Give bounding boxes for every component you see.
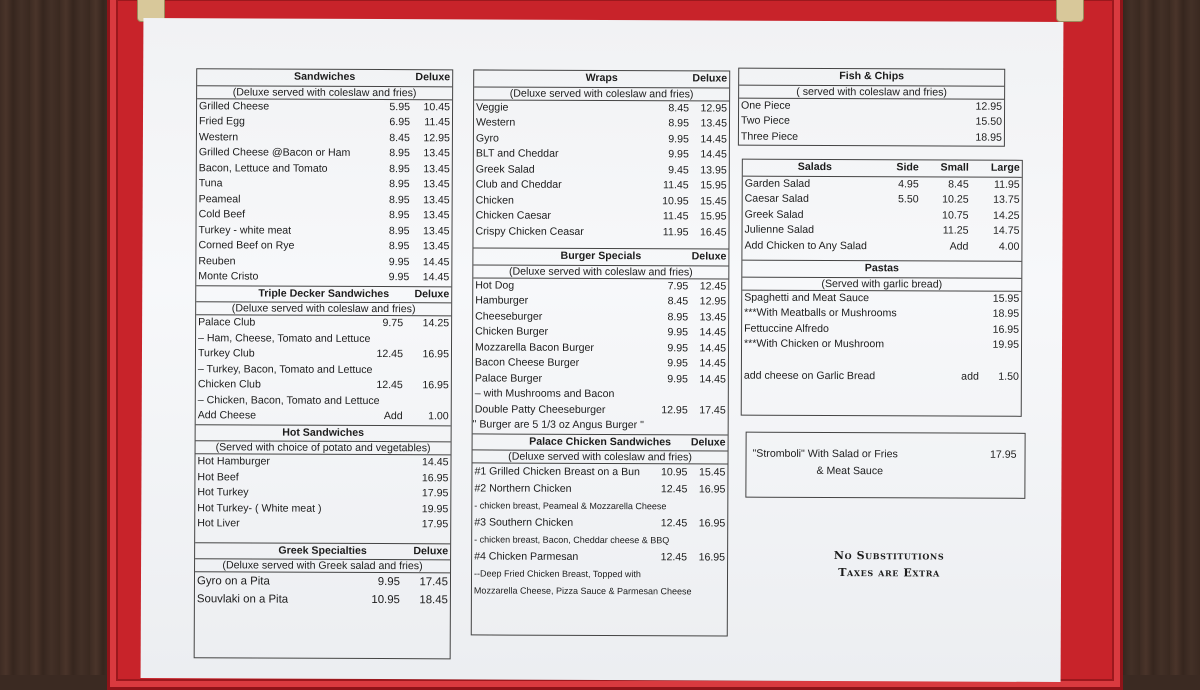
pasta-row: [742, 289, 1021, 307]
item-deluxe-price: 10.45: [423, 100, 451, 113]
section-wraps: [472, 70, 729, 600]
fish-row: [739, 114, 1004, 131]
item-price: 9.95: [667, 357, 688, 370]
item-price: Add: [949, 240, 969, 253]
item-name: Tuna: [198, 177, 223, 190]
item-deluxe-price: 14.45: [422, 255, 450, 268]
hot-row: [195, 453, 450, 471]
item-deluxe-price: 17.45: [419, 576, 449, 589]
item-deluxe-price: 14.45: [700, 132, 727, 146]
salad-row: [743, 175, 1022, 193]
sandwich-row: [196, 223, 451, 240]
item-price: 9.95: [668, 132, 689, 145]
item-deluxe-price: 13.45: [422, 240, 450, 253]
item-deluxe-price: 14.45: [699, 372, 726, 386]
item-name: Two Piece: [740, 114, 790, 127]
item-name: ***With Meatballs or Mushrooms: [744, 306, 897, 320]
wrap-row: [474, 131, 729, 148]
salad-row: [742, 223, 1021, 240]
garlic-cheese-row: [742, 368, 1021, 385]
salad-row: [743, 207, 1022, 224]
item-name: Greek Salad: [475, 162, 535, 176]
item-price: 8.45: [389, 131, 410, 144]
triple-row: [196, 314, 451, 332]
deluxe-heading: Deluxe: [413, 544, 449, 557]
item-price: 12.45: [660, 551, 688, 564]
item-name: Hot Turkey: [197, 486, 249, 499]
item-price: 14.25: [993, 209, 1020, 222]
spacer: [742, 352, 1021, 369]
section-header-burgers: [473, 247, 728, 265]
burger-row: [473, 309, 728, 326]
section-title-greek: Greek Specialties: [278, 544, 367, 557]
item-name: --Deep Fried Chicken Breast, Topped with: [474, 568, 641, 580]
item-name: Grilled Cheese @Bacon or Ham: [198, 146, 351, 159]
item-name: #3 Southern Chicken: [474, 516, 574, 529]
item-deluxe-price: 15.45: [700, 194, 727, 208]
section-note-greek: (Deluxe served with Greek salad and fries): [195, 558, 450, 572]
item-price: Add: [383, 410, 403, 423]
item-price: 8.95: [388, 209, 410, 222]
sandwich-row: [197, 192, 452, 209]
item-deluxe-price: 1.00: [428, 410, 449, 423]
burger-row: [473, 324, 728, 341]
item-deluxe-price: 16.95: [698, 517, 726, 530]
item-price: 14.75: [992, 224, 1020, 237]
item-deluxe-price: 15.95: [700, 179, 727, 192]
item-name: – with Mushrooms and Bacon: [474, 387, 615, 401]
sandwich-row: [197, 161, 452, 178]
section-header-salads: [743, 160, 1022, 177]
item-name: #1 Grilled Chicken Breast on a Bun: [474, 465, 640, 479]
item-name: Hot Dog: [475, 278, 515, 292]
item-name: Veggie: [476, 100, 509, 114]
deluxe-heading: Deluxe: [691, 250, 727, 263]
item-price: 10.25: [942, 193, 969, 206]
triple-row: [196, 346, 451, 363]
chicken-row: [472, 514, 727, 532]
section-header-chicken: [473, 433, 728, 451]
item-price: 5.95: [389, 100, 411, 113]
item-price: 10.75: [942, 208, 969, 222]
section-sandwiches: [195, 69, 452, 609]
section-title-sandwiches: Sandwiches: [294, 70, 356, 83]
item-deluxe-price: 19.95: [421, 502, 449, 515]
item-name: Souvlaki on a Pita: [196, 593, 289, 606]
menu-sheet: [141, 18, 1064, 682]
item-name: Peameal: [198, 192, 241, 205]
item-name: Hot Turkey- ( White meat ): [197, 501, 322, 515]
item-price: 1.50: [998, 370, 1019, 383]
section-title-hot: Hot Sandwiches: [282, 426, 365, 439]
salad-row: [742, 238, 1021, 255]
item-price: 4.00: [998, 240, 1020, 253]
item-price: 9.45: [668, 163, 689, 176]
item-name: Western: [475, 116, 516, 129]
item-name: BLT and Cheddar: [475, 147, 559, 160]
item-name: Chicken Burger: [475, 325, 549, 338]
item-deluxe-price: 14.45: [699, 357, 726, 370]
item-deluxe-price: 11.45: [424, 116, 451, 129]
hot-row: [195, 470, 450, 487]
item-price: 10.95: [662, 194, 689, 207]
burger-row: [473, 402, 728, 419]
item-deluxe-price: 14.25: [422, 317, 450, 330]
item-name: Mozzarella Bacon Burger: [474, 340, 594, 354]
box-salads-pastas: [741, 159, 1023, 417]
item-deluxe-price: 12.95: [423, 131, 450, 144]
item-name: Turkey Club: [197, 347, 255, 360]
wrap-row: [474, 177, 729, 194]
wrap-row: [474, 115, 729, 132]
item-name: Chicken Club: [197, 378, 261, 391]
pasta-row: [742, 321, 1021, 338]
item-price: 11.45: [662, 210, 689, 223]
item-name: – Chicken, Bacon, Tomato and Lettuce: [197, 393, 380, 407]
pasta-row: [742, 337, 1021, 354]
item-name: Cold Beef: [198, 208, 246, 221]
item-name: Caesar Salad: [744, 192, 809, 205]
section-header-wraps: [474, 70, 729, 87]
item-price: 4.95: [898, 177, 919, 190]
item-price: 9.95: [667, 372, 688, 385]
item-deluxe-price: 12.45: [699, 279, 727, 293]
item-name: Gyro on a Pita: [196, 575, 270, 588]
item-name: Western: [198, 130, 239, 143]
stromboli-sub: & Meat Sauce: [816, 464, 884, 478]
item-price: 8.95: [389, 147, 410, 160]
item-price: 9.95: [667, 341, 689, 354]
item-name: - chicken breast, Peameal & Mozzarella Cheese: [474, 500, 667, 512]
item-deluxe-price: 14.45: [699, 341, 727, 355]
item-deluxe-price: 14.45: [700, 148, 727, 161]
large-heading: Large: [990, 161, 1020, 174]
burger-footnote: " Burger are 5 1/3 oz Angus Burger ": [472, 418, 644, 432]
section-title-triple: Triple Decker Sandwiches: [258, 287, 390, 300]
item-price: 6.95: [389, 116, 411, 129]
item-name: Chicken: [475, 193, 514, 207]
item-name: Club and Cheddar: [475, 178, 562, 191]
chicken-row: [472, 531, 727, 549]
item-price: 9.95: [667, 326, 689, 339]
item-name: Bacon, Lettuce and Tomato: [198, 161, 328, 175]
item-name: add cheese on Garlic Bread: [743, 369, 876, 382]
item-price: 9.95: [668, 148, 689, 161]
greek-row: [195, 590, 450, 609]
item-add: add: [961, 370, 979, 383]
item-name: Greek Salad: [744, 208, 804, 221]
section-note-burgers: (Deluxe served with coleslaw and fries): [473, 264, 728, 278]
item-name: – Turkey, Bacon, Tomato and Lettuce: [197, 362, 373, 376]
item-price: 12.95: [661, 403, 688, 416]
item-name: One Piece: [741, 99, 791, 112]
item-price: 9.95: [377, 576, 401, 589]
hot-row: [195, 485, 450, 502]
item-price: 8.95: [389, 162, 410, 175]
section-fish-chips: [739, 69, 1004, 146]
sandwich-row: [197, 130, 452, 147]
item-price: 9.75: [382, 317, 404, 330]
item-deluxe-price: 16.95: [422, 379, 449, 392]
item-deluxe-price: 13.45: [423, 147, 450, 160]
stromboli-price: 17.95: [990, 448, 1017, 461]
item-deluxe-price: 17.95: [421, 487, 449, 500]
section-header-sandwiches: [197, 69, 452, 86]
item-name: Add Chicken to Any Salad: [744, 239, 867, 252]
section-title-fish: Fish & Chips: [839, 70, 905, 83]
item-name: Double Patty Cheeseburger: [474, 402, 606, 416]
section-header-pastas: [742, 260, 1021, 278]
section-note-hot: (Served with choice of potato and vegetables): [196, 440, 451, 454]
section-note-fish: ( served with coleslaw and fries): [739, 84, 1004, 98]
deluxe-heading: Deluxe: [414, 287, 450, 300]
item-name: Crispy Chicken Ceasar: [475, 224, 584, 238]
column-middle: [471, 69, 730, 636]
section-title-chicken: Palace Chicken Sandwiches: [529, 435, 672, 448]
chicken-row: [472, 497, 727, 515]
item-price: 7.95: [667, 279, 689, 292]
triple-row: [196, 408, 451, 425]
item-deluxe-price: 12.95: [699, 295, 727, 308]
item-deluxe-price: 13.95: [700, 163, 727, 177]
wrap-row: [474, 208, 729, 225]
item-deluxe-price: 13.45: [423, 162, 450, 175]
box-fish-chips: [738, 68, 1005, 147]
item-price: 12.45: [660, 517, 688, 530]
item-name: Hamburger: [475, 294, 529, 307]
deluxe-heading: Deluxe: [692, 72, 728, 85]
chicken-row: [472, 582, 727, 600]
wrap-row: [474, 99, 729, 117]
hot-row: [195, 516, 450, 533]
item-deluxe-price: 14.45: [421, 456, 449, 469]
item-deluxe-price: 15.95: [700, 210, 727, 223]
item-name: Monte Cristo: [198, 270, 259, 283]
box-stromboli: [745, 432, 1025, 499]
item-name: Three Piece: [740, 130, 799, 143]
wrap-row: [473, 224, 728, 241]
section-note-chicken: (Deluxe served with coleslaw and fries): [473, 449, 728, 463]
item-deluxe-price: 16.95: [421, 471, 449, 484]
sandwich-row: [197, 145, 452, 162]
chicken-row: [472, 480, 727, 498]
chicken-row: [472, 565, 727, 583]
item-name: - chicken breast, Bacon, Cheddar cheese & BBQ: [474, 534, 670, 546]
small-heading: Small: [940, 161, 969, 174]
item-name: Hot Hamburger: [197, 455, 270, 468]
fish-row: [739, 129, 1004, 146]
item-price: 8.95: [668, 117, 690, 130]
column-left: [194, 68, 454, 659]
triple-row: [196, 393, 451, 410]
item-name: #2 Northern Chicken: [474, 482, 572, 495]
item-price: 11.25: [942, 224, 969, 237]
item-name: Bacon Cheese Burger: [474, 356, 580, 369]
section-header-fish: [739, 69, 1004, 86]
item-deluxe-price: 18.45: [419, 594, 448, 607]
item-name: Reuben: [198, 254, 236, 267]
item-deluxe-price: 18.95: [992, 307, 1020, 320]
side-heading: Side: [896, 161, 919, 174]
item-name: Palace Club: [198, 316, 256, 329]
item-price: 12.45: [660, 483, 688, 496]
item-deluxe-price: 16.45: [699, 225, 727, 239]
section-title-salads: Salads: [797, 160, 832, 174]
item-name: #4 Chicken Parmesan: [474, 550, 579, 563]
item-deluxe-price: 18.95: [975, 131, 1002, 144]
item-price: 8.95: [388, 224, 410, 237]
item-price: 8.45: [948, 178, 969, 191]
section-salads: [742, 160, 1022, 385]
item-deluxe-price: 19.95: [992, 338, 1020, 351]
item-deluxe-price: 15.50: [975, 115, 1003, 128]
item-price: 8.95: [388, 240, 410, 253]
item-price: 12.45: [376, 348, 404, 361]
sandwich-row: [197, 207, 452, 224]
item-price: 13.75: [993, 193, 1020, 206]
sandwich-row: [196, 238, 451, 255]
item-name: Gyro: [475, 131, 499, 145]
item-deluxe-price: 15.45: [698, 466, 726, 479]
item-deluxe-price: 13.45: [700, 117, 728, 130]
hot-row: [195, 501, 450, 518]
binder-corner-right: [1056, 0, 1084, 22]
wrap-row: [474, 162, 729, 179]
deluxe-heading: Deluxe: [415, 71, 451, 84]
item-name: Hot Liver: [197, 517, 240, 530]
item-deluxe-price: 14.45: [422, 271, 450, 284]
triple-row: [196, 377, 451, 394]
pasta-row: [742, 306, 1021, 323]
chicken-row: [472, 462, 727, 481]
item-price: 11.45: [662, 179, 689, 192]
triple-row: [196, 331, 451, 348]
item-deluxe-price: 13.45: [423, 193, 450, 206]
item-name: Corned Beef on Rye: [198, 239, 295, 252]
item-name: Chicken Caesar: [475, 209, 551, 222]
item-deluxe-price: 16.95: [992, 323, 1020, 336]
item-name: Garden Salad: [744, 177, 811, 190]
item-price: 8.95: [667, 310, 689, 323]
item-name: Fried Egg: [198, 115, 245, 128]
item-deluxe-price: 14.45: [699, 326, 727, 339]
section-header-greek: [195, 542, 450, 560]
greek-row: [195, 571, 450, 591]
section-title-pastas: Pastas: [864, 262, 899, 275]
sandwich-row: [197, 98, 452, 116]
item-name: Hot Beef: [197, 470, 239, 483]
item-deluxe-price: 13.45: [699, 310, 727, 324]
item-name: Julienne Salad: [744, 223, 815, 236]
item-price: 8.45: [667, 295, 689, 308]
item-deluxe-price: 17.45: [699, 403, 726, 417]
item-deluxe-price: 12.95: [975, 100, 1003, 113]
item-name: Cheeseburger: [475, 309, 543, 323]
item-name: ***With Chicken or Mushroom: [744, 337, 885, 351]
section-note-wraps: (Deluxe served with coleslaw and fries): [474, 86, 729, 100]
item-price: 9.95: [388, 271, 410, 284]
item-price: 9.95: [388, 255, 410, 268]
item-name: Fettuccine Alfredo: [744, 322, 829, 335]
section-note-sandwiches: (Deluxe served with coleslaw and fries): [197, 85, 452, 99]
burger-row: [473, 371, 728, 388]
item-deluxe-price: 13.45: [423, 209, 450, 222]
sandwich-row: [196, 254, 451, 271]
item-deluxe-price: 17.95: [421, 518, 449, 531]
item-name: – Ham, Cheese, Tomato and Lettuce: [198, 331, 371, 345]
section-header-hot: [196, 424, 451, 442]
item-price: 10.95: [371, 593, 400, 607]
item-price: 8.95: [389, 178, 410, 191]
wrap-row: [474, 146, 729, 163]
chicken-row: [472, 548, 727, 566]
item-deluxe-price: 13.45: [422, 224, 450, 237]
item-deluxe-price: 16.95: [698, 551, 726, 564]
section-header-triple: [196, 285, 451, 303]
item-name: Turkey - white meat: [198, 223, 292, 237]
section-title-wraps: Wraps: [585, 71, 618, 85]
triple-row: [196, 362, 451, 379]
item-deluxe-price: 16.95: [698, 483, 726, 496]
notice-taxes: Taxes are Extra: [838, 566, 940, 580]
item-price: 11.95: [662, 225, 689, 238]
burger-row: [473, 293, 728, 310]
item-deluxe-price: 12.95: [700, 101, 728, 115]
item-name: Mozzarella Cheese, Pizza Sauce & Parmesan Cheese: [473, 585, 692, 597]
burger-row: [473, 277, 728, 295]
wrap-row: [474, 193, 729, 210]
salad-row: [743, 192, 1022, 209]
item-name: Grilled Cheese: [199, 99, 270, 113]
item-deluxe-price: 15.95: [992, 292, 1020, 305]
sandwich-row: [196, 269, 451, 286]
item-name: Add Cheese: [197, 409, 257, 422]
section-note-pastas: (Served with garlic bread): [742, 276, 1021, 290]
burger-row: [473, 355, 728, 372]
burger-row: [473, 340, 728, 357]
item-price: 8.45: [668, 101, 690, 114]
item-name: Spaghetti and Meat Sauce: [744, 291, 870, 304]
item-price: 8.95: [389, 193, 410, 206]
stromboli-name: "Stromboli" With Salad or Fries: [752, 447, 898, 461]
section-note-triple: (Deluxe served with coleslaw and fries): [196, 301, 451, 315]
deluxe-heading: Deluxe: [690, 435, 726, 449]
burger-row: [473, 386, 728, 403]
item-deluxe-price: 16.95: [422, 348, 450, 361]
item-price: 5.50: [898, 193, 919, 206]
section-title-burgers: Burger Specials: [560, 249, 642, 263]
item-price: 10.95: [660, 466, 688, 479]
notice-substitutions: No Substitutions: [833, 549, 945, 563]
sandwich-row: [197, 114, 452, 131]
item-price: 12.45: [376, 379, 403, 392]
fish-row: [739, 97, 1004, 115]
sandwich-row: [197, 176, 452, 193]
item-name: Palace Burger: [474, 371, 543, 385]
item-price: 11.95: [993, 178, 1020, 191]
item-deluxe-price: 13.45: [423, 178, 450, 191]
